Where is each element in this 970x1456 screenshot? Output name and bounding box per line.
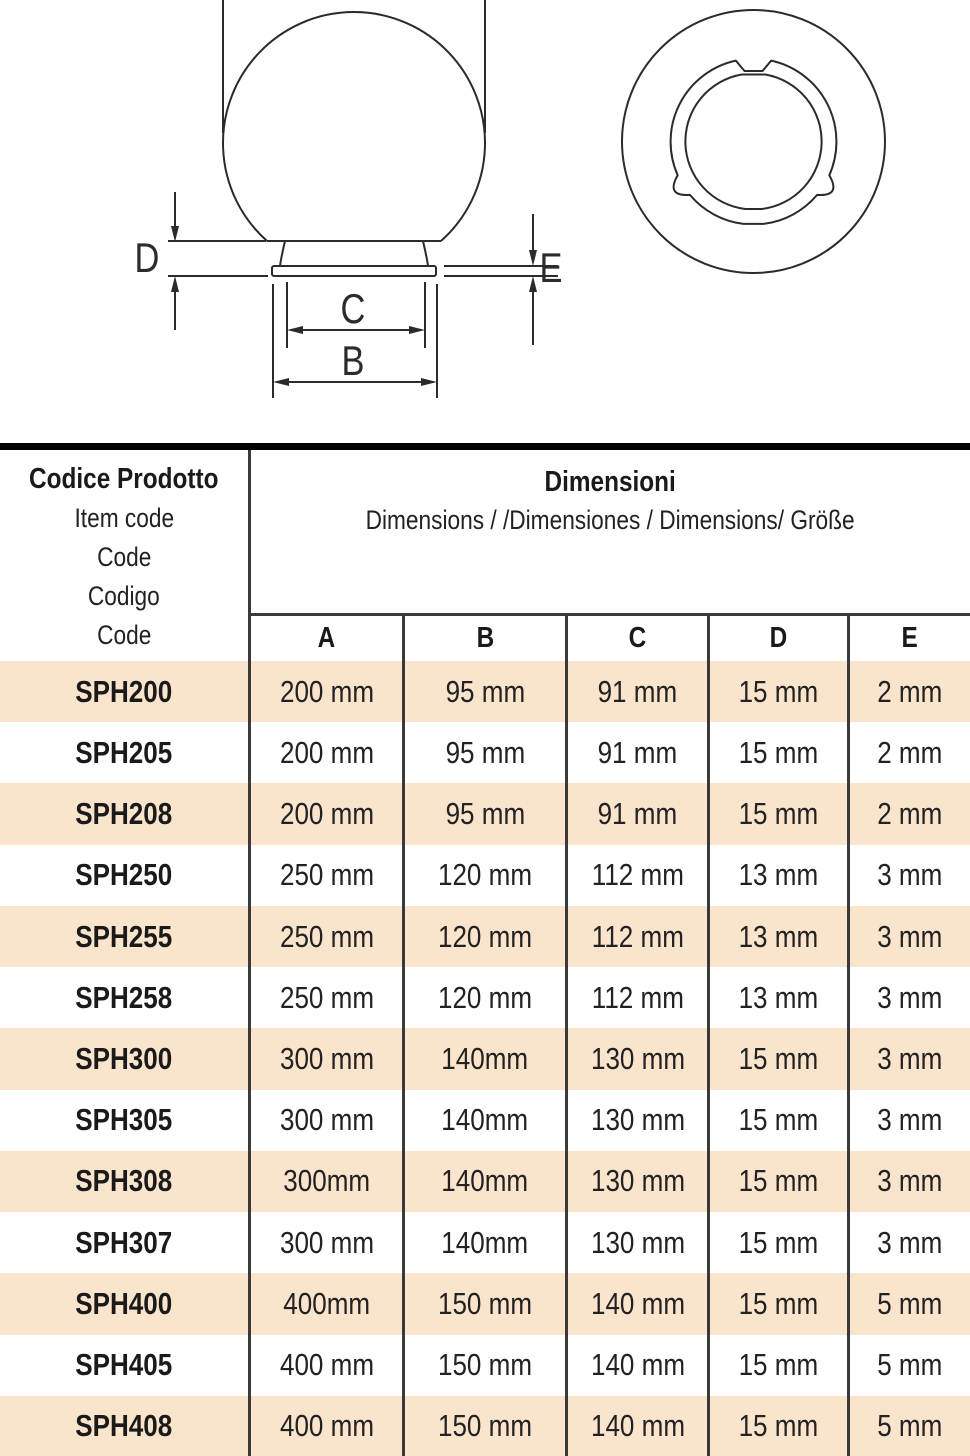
dimension-value-cell	[707, 1028, 847, 1089]
dimension-value-cell	[707, 1335, 847, 1396]
product-code-cell	[0, 1335, 248, 1396]
dimension-value-text: 130 mm	[590, 1041, 685, 1077]
dimension-value-cell	[248, 1396, 402, 1456]
dimension-value-text: 150 mm	[437, 1347, 533, 1383]
dimension-value-text: 95 mm	[445, 673, 525, 709]
product-code-text: SPH255	[75, 918, 173, 954]
product-code-cell	[0, 1028, 248, 1089]
table-row	[0, 1151, 970, 1212]
dimension-value-cell	[847, 1335, 970, 1396]
dim-label-d: D	[134, 234, 160, 281]
dimension-value-cell	[707, 1396, 847, 1456]
dimension-value-text: 5 mm	[877, 1347, 943, 1383]
table-row	[0, 967, 970, 1028]
dimension-value-cell	[402, 661, 565, 722]
dimension-value-cell	[402, 783, 565, 844]
table-row	[0, 906, 970, 967]
dimension-value-cell	[707, 783, 847, 844]
dimensions-header-cell	[248, 450, 970, 661]
dimension-value-text: 400 mm	[279, 1408, 374, 1444]
column-header-b: B	[402, 616, 565, 661]
product-code-text: SPH208	[75, 796, 173, 832]
dimension-value-cell	[847, 722, 970, 783]
dimension-value-cell	[847, 967, 970, 1028]
dimension-value-cell	[248, 722, 402, 783]
dimension-value-cell	[847, 845, 970, 906]
outer-circle	[622, 10, 885, 273]
dimension-value-cell	[402, 1396, 565, 1456]
technical-drawing-svg	[0, 0, 970, 443]
dimension-value-text: 15 mm	[738, 1163, 819, 1199]
dimension-value-text: 15 mm	[738, 673, 819, 709]
collar-top-view-drawing	[622, 10, 885, 273]
dimension-value-cell	[565, 1151, 707, 1212]
product-code-text: SPH308	[75, 1163, 173, 1199]
dimensions-table	[0, 443, 970, 1456]
dimension-value-cell	[707, 1151, 847, 1212]
product-code-cell	[0, 967, 248, 1028]
product-code-cell	[0, 1212, 248, 1273]
dimension-value-cell	[707, 967, 847, 1028]
dimension-value-cell	[248, 1028, 402, 1089]
dimension-value-cell	[402, 967, 565, 1028]
dimension-value-cell	[565, 1212, 707, 1273]
dimension-value-cell	[248, 783, 402, 844]
dimension-value-text: 15 mm	[738, 1347, 819, 1383]
technical-drawing-area	[0, 0, 970, 443]
column-header-a: A	[317, 622, 336, 654]
table-row	[0, 1090, 970, 1151]
dimension-value-text: 95 mm	[445, 734, 525, 770]
dimension-value-cell	[707, 661, 847, 722]
product-code-cell	[0, 661, 248, 722]
dimension-value-text: 250 mm	[279, 979, 374, 1015]
product-code-cell	[0, 722, 248, 783]
dimension-value-text: 300mm	[283, 1163, 370, 1199]
dimension-value-text: 140mm	[441, 1224, 529, 1260]
dimension-value-cell	[565, 1335, 707, 1396]
dimension-value-text: 3 mm	[877, 1163, 943, 1199]
dimension-value-cell	[402, 1212, 565, 1273]
column-header-c: C	[565, 616, 707, 661]
dimension-value-cell	[402, 1151, 565, 1212]
dimension-value-text: 91 mm	[597, 673, 678, 709]
ring-inner-edge	[685, 75, 821, 210]
dimension-value-cell	[847, 1090, 970, 1151]
dimension-value-text: 140mm	[441, 1163, 529, 1199]
dimension-value-cell	[707, 722, 847, 783]
dim-label-c: C	[340, 285, 366, 332]
dimension-value-cell	[402, 1090, 565, 1151]
dimension-value-cell	[565, 845, 707, 906]
dimension-value-text: 120 mm	[437, 918, 533, 954]
dimension-value-text: 91 mm	[597, 796, 678, 832]
dimension-value-cell	[248, 1335, 402, 1396]
product-code-cell	[0, 1396, 248, 1456]
dimension-value-cell	[402, 906, 565, 967]
table-row	[0, 1212, 970, 1273]
dimension-value-text: 15 mm	[738, 1408, 819, 1444]
product-code-cell	[0, 1273, 248, 1334]
product-code-text: SPH200	[75, 673, 173, 709]
dimension-value-text: 3 mm	[877, 1041, 943, 1077]
product-code-title: Codice Prodotto	[29, 462, 219, 495]
dim-d	[168, 192, 268, 330]
dimension-value-cell	[402, 722, 565, 783]
product-code-text: SPH307	[75, 1224, 173, 1260]
dimension-value-cell	[565, 906, 707, 967]
dimension-value-text: 15 mm	[738, 796, 819, 832]
dimension-value-text: 120 mm	[437, 979, 533, 1015]
dimension-value-cell	[248, 967, 402, 1028]
dimension-value-cell	[402, 1028, 565, 1089]
product-code-text: SPH300	[75, 1041, 173, 1077]
dimension-value-cell	[707, 1090, 847, 1151]
dimension-value-cell	[565, 1028, 707, 1089]
dimension-value-cell	[565, 783, 707, 844]
product-code-text: SPH305	[75, 1102, 173, 1138]
dimension-value-cell	[707, 845, 847, 906]
dimension-value-text: 300 mm	[279, 1102, 374, 1138]
product-code-text: SPH258	[75, 979, 173, 1015]
dimension-value-cell	[248, 906, 402, 967]
column-header-e: E	[847, 616, 970, 661]
dimension-value-text: 250 mm	[279, 857, 374, 893]
table-row	[0, 1335, 970, 1396]
dim-label-e: E	[539, 244, 563, 291]
dimension-value-cell	[248, 1212, 402, 1273]
column-header-d: D	[707, 616, 847, 661]
dimension-value-text: 200 mm	[279, 796, 374, 832]
dimension-value-text: 5 mm	[877, 1285, 943, 1321]
dimension-value-text: 250 mm	[279, 918, 374, 954]
dimension-value-text: 200 mm	[279, 673, 374, 709]
product-code-subtitle-de: Code	[96, 619, 152, 650]
product-code-text: SPH400	[75, 1285, 173, 1321]
product-code-cell	[0, 783, 248, 844]
product-code-cell	[0, 1151, 248, 1212]
dimension-value-text: 13 mm	[738, 979, 819, 1015]
dim-label-b: B	[341, 337, 365, 384]
dimension-value-text: 13 mm	[738, 857, 819, 893]
dimension-value-cell	[565, 722, 707, 783]
dimension-value-text: 140mm	[441, 1102, 529, 1138]
dimension-value-text: 400 mm	[279, 1347, 374, 1383]
dimension-value-text: 120 mm	[437, 857, 533, 893]
dimension-value-text: 130 mm	[590, 1102, 685, 1138]
dimension-value-text: 3 mm	[877, 1102, 943, 1138]
dimension-value-text: 112 mm	[591, 857, 684, 893]
dimension-value-text: 3 mm	[877, 857, 943, 893]
dimension-value-text: 15 mm	[738, 1102, 819, 1138]
dimension-value-text: 300 mm	[279, 1224, 374, 1260]
dimension-value-cell	[847, 906, 970, 967]
dimension-value-cell	[847, 1212, 970, 1273]
dimension-value-cell	[847, 1028, 970, 1089]
dimension-value-cell	[248, 1151, 402, 1212]
dimension-value-text: 300 mm	[279, 1041, 374, 1077]
dimension-value-text: 95 mm	[445, 796, 525, 832]
table-row	[0, 845, 970, 906]
dimension-value-cell	[248, 1273, 402, 1334]
dimensions-titles	[251, 450, 970, 613]
dimension-value-text: 3 mm	[877, 1224, 943, 1260]
dimension-value-cell	[707, 1273, 847, 1334]
table-row	[0, 661, 970, 722]
table-row	[0, 1396, 970, 1456]
product-code-text: SPH250	[75, 857, 173, 893]
dimension-value-text: 15 mm	[738, 1285, 819, 1321]
dimension-value-text: 15 mm	[738, 1041, 819, 1077]
table-row	[0, 783, 970, 844]
table-body	[0, 661, 970, 1456]
dimension-value-cell	[847, 1151, 970, 1212]
flange-plate	[272, 266, 436, 276]
product-code-subtitle-en: Item code	[74, 502, 174, 533]
neck-side-right	[423, 241, 428, 266]
dimension-value-text: 2 mm	[877, 734, 943, 770]
dimension-value-text: 5 mm	[877, 1408, 943, 1444]
product-code-text: SPH205	[75, 734, 173, 770]
dimension-value-text: 112 mm	[591, 918, 684, 954]
dimension-value-cell	[565, 967, 707, 1028]
dimension-value-text: 13 mm	[738, 918, 819, 954]
dimension-value-cell	[847, 661, 970, 722]
dimension-value-text: 150 mm	[437, 1285, 533, 1321]
dimension-value-text: 3 mm	[877, 979, 943, 1015]
dimension-value-text: 150 mm	[437, 1408, 533, 1444]
dimension-value-cell	[402, 1335, 565, 1396]
dimension-value-cell	[847, 1273, 970, 1334]
product-code-cell	[0, 906, 248, 967]
dimension-value-cell	[707, 906, 847, 967]
dimension-value-cell	[565, 1273, 707, 1334]
dimension-value-cell	[402, 1273, 565, 1334]
dimensions-subtitle: Dimensions / /Dimensiones / Dimensions/ Größe	[365, 505, 856, 535]
product-code-subtitle-fr: Code	[96, 541, 152, 572]
dimension-value-text: 112 mm	[591, 979, 684, 1015]
dimension-value-text: 140mm	[441, 1041, 529, 1077]
dimension-value-text: 2 mm	[877, 673, 943, 709]
dimension-value-text: 140 mm	[590, 1347, 685, 1383]
dimension-value-cell	[847, 783, 970, 844]
dimension-value-text: 2 mm	[877, 796, 943, 832]
dimension-value-text: 15 mm	[738, 734, 819, 770]
dimension-value-cell	[707, 1212, 847, 1273]
dimension-value-text: 91 mm	[597, 734, 678, 770]
dimension-value-cell	[248, 845, 402, 906]
dimension-value-cell	[248, 661, 402, 722]
dimension-value-cell	[565, 1090, 707, 1151]
dimension-value-text: 130 mm	[590, 1224, 685, 1260]
dimension-value-cell	[847, 1396, 970, 1456]
dimensions-title: Dimensioni	[544, 466, 677, 498]
product-code-cell	[0, 1090, 248, 1151]
dimension-value-text: 15 mm	[738, 1224, 819, 1260]
dimension-value-cell	[565, 661, 707, 722]
table-header	[0, 450, 970, 661]
dimension-value-text: 140 mm	[590, 1285, 685, 1321]
dimension-value-text: 400mm	[283, 1285, 370, 1321]
product-code-text: SPH405	[75, 1347, 173, 1383]
dimension-value-text: 140 mm	[590, 1408, 685, 1444]
dimension-value-text: 3 mm	[877, 918, 943, 954]
product-code-text: SPH408	[75, 1408, 173, 1444]
ring-outer-edge	[671, 61, 837, 224]
product-code-subtitle-es: Codigo	[88, 580, 160, 611]
table-row	[0, 1028, 970, 1089]
dimension-subcolumns	[251, 613, 970, 661]
dimension-value-cell	[248, 1090, 402, 1151]
table-row	[0, 722, 970, 783]
sphere-outline	[223, 12, 485, 241]
table-row	[0, 1273, 970, 1334]
product-code-cell	[0, 845, 248, 906]
dimension-value-cell	[565, 1396, 707, 1456]
dimension-value-cell	[402, 845, 565, 906]
neck-side-left	[280, 241, 285, 266]
dimension-value-text: 200 mm	[279, 734, 374, 770]
dimension-value-text: 130 mm	[590, 1163, 685, 1199]
product-code-header-cell	[0, 450, 248, 661]
